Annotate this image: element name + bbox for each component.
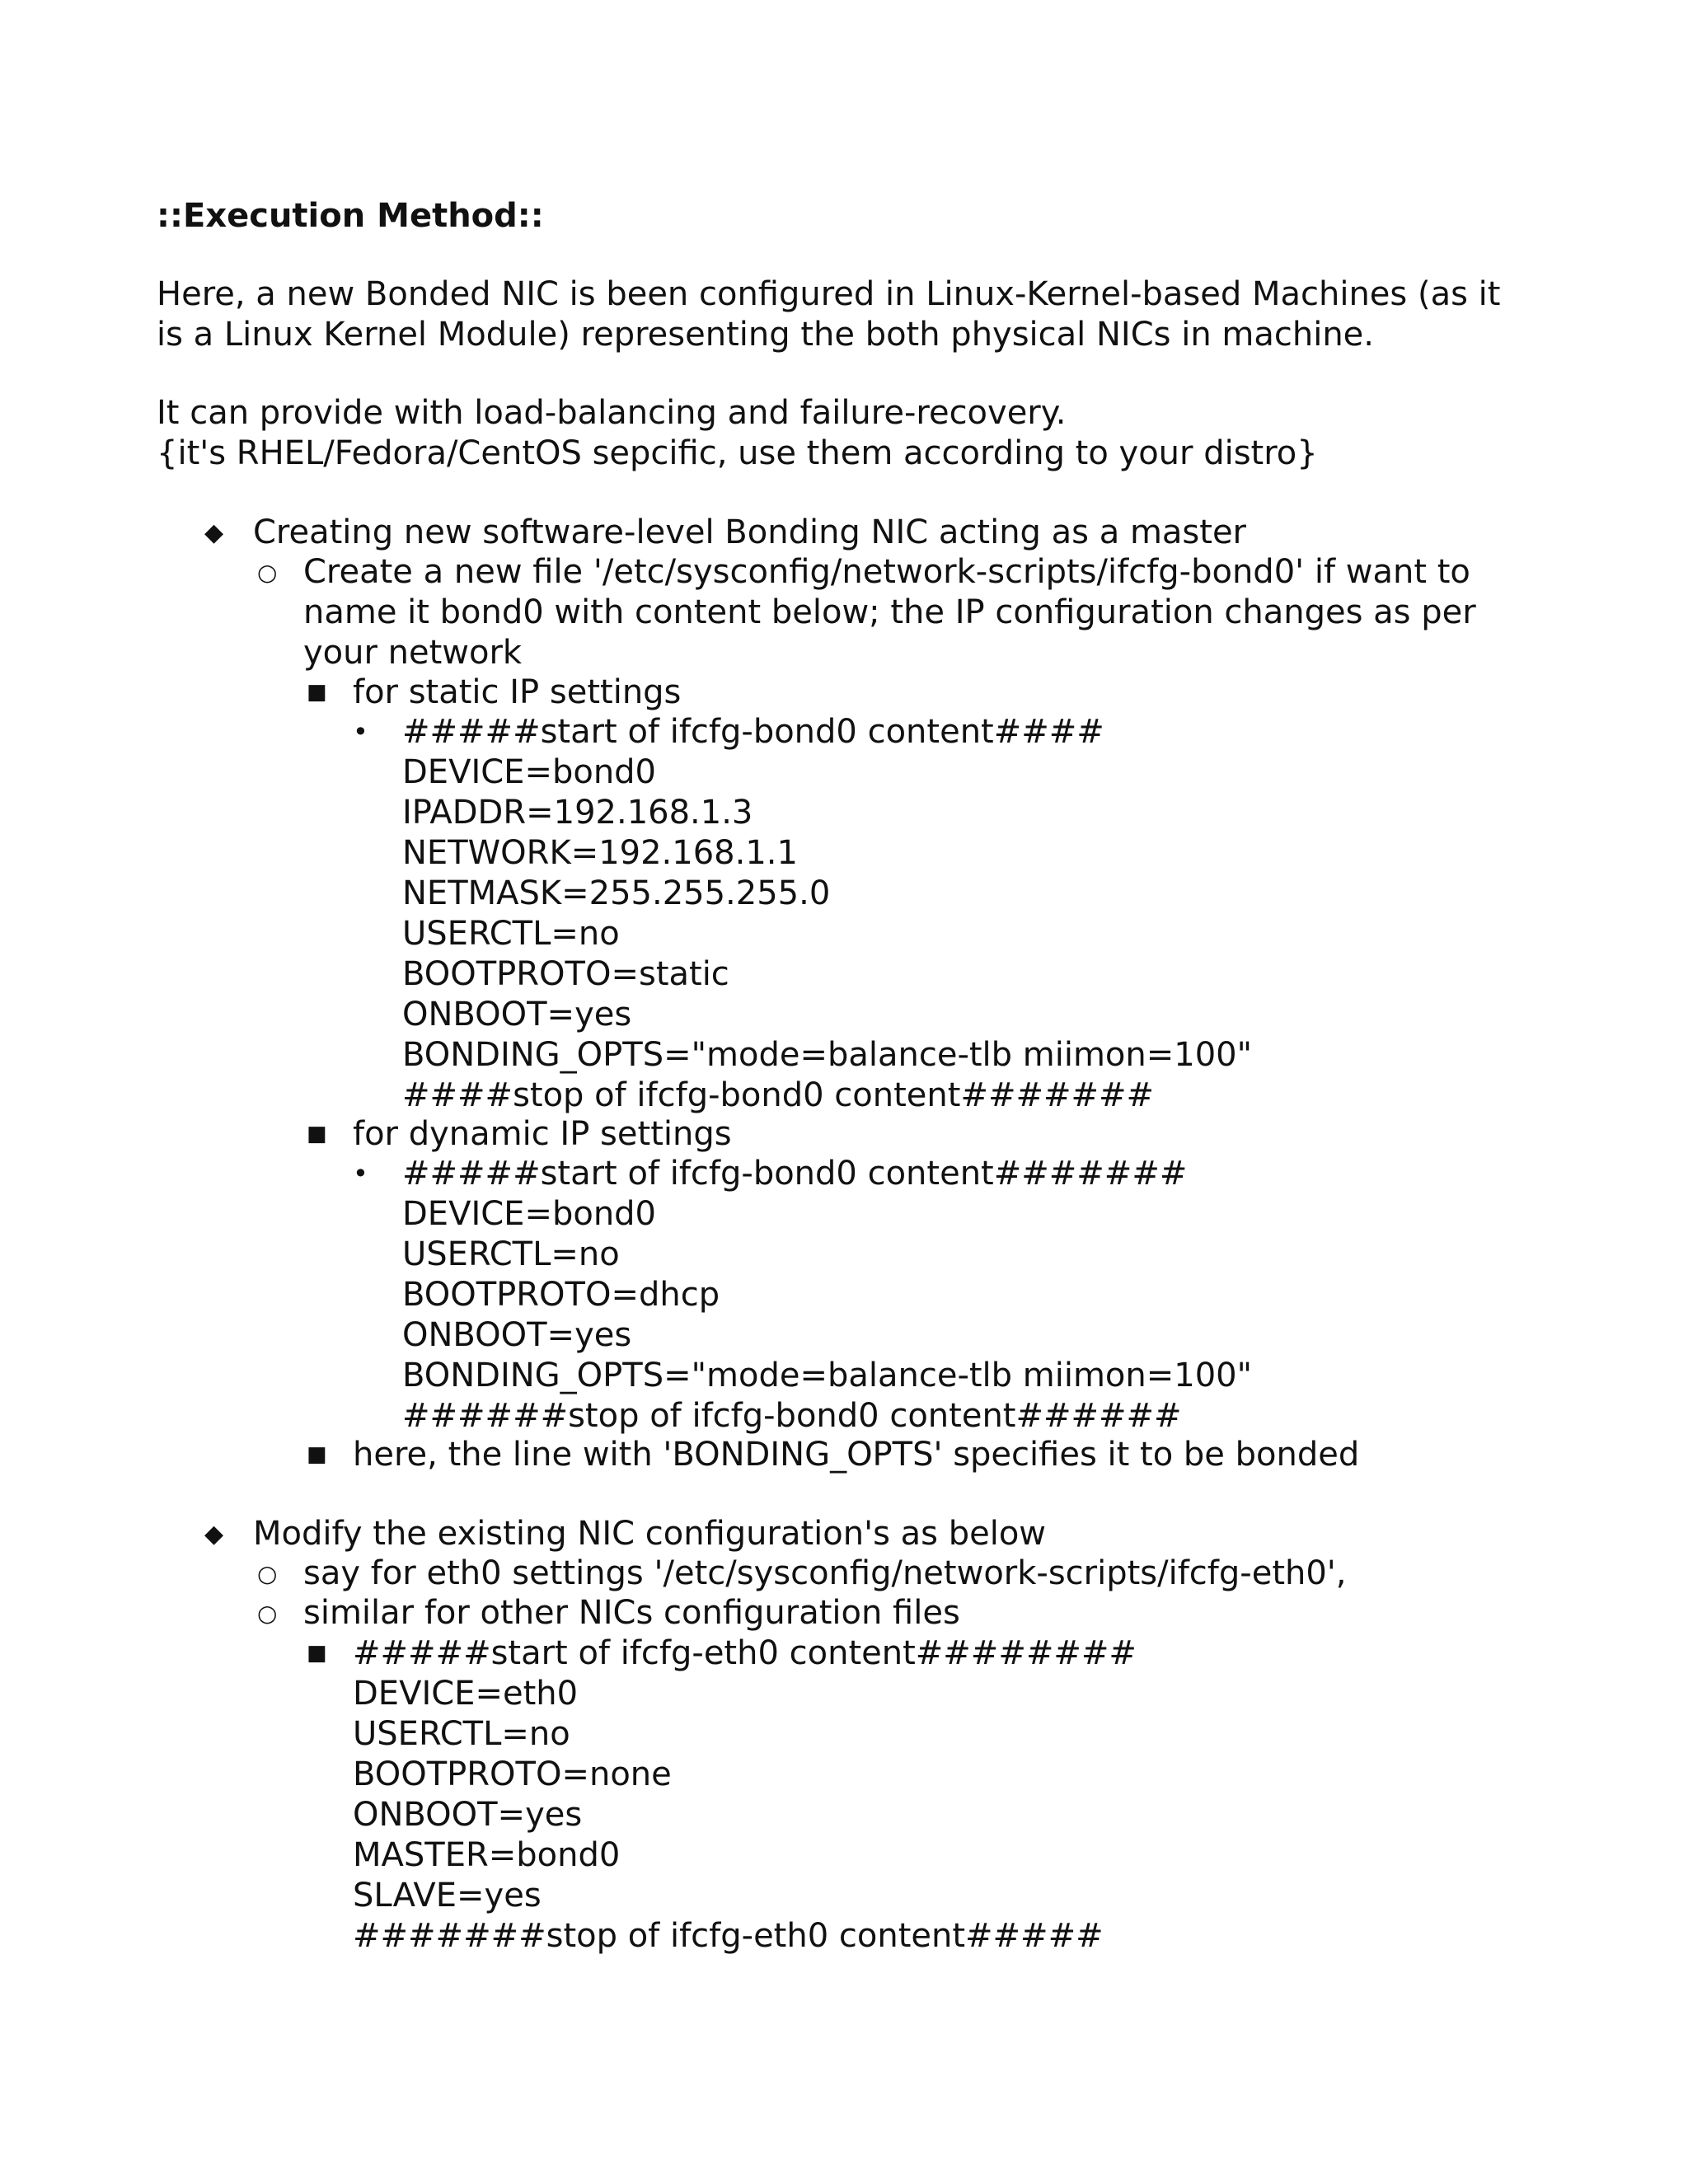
diamond-bullet-icon: ◆ (204, 518, 224, 547)
square-bullet-icon: ■ (307, 1122, 327, 1146)
list-item-line: name it bond0 with content below; the IP configuration changes as per (303, 593, 1476, 631)
note-line: {it's RHEL/Fedora/CentOS sepcific, use them according to your distro} (157, 434, 1318, 472)
config-line: BONDING_OPTS="mode=balance-tlb miimon=100" (402, 1357, 1253, 1394)
config-line: NETWORK=192.168.1.1 (402, 834, 798, 872)
list-item-line: Create a new file '/etc/sysconfig/network-scripts/ifcfg-bond0' if want to (303, 553, 1470, 591)
list-item-line: your network (303, 634, 523, 672)
dot-bullet-icon: • (353, 716, 368, 748)
square-bullet-icon: ■ (307, 1442, 327, 1467)
diamond-bullet-icon: ◆ (204, 1520, 224, 1549)
circle-bullet-icon: ○ (257, 1560, 278, 1587)
note-paragraph (157, 393, 1318, 474)
static-ip-label: for static IP settings (353, 673, 682, 711)
config-line: #####start of ifcfg-eth0 content######## (353, 1634, 1137, 1672)
config-line: ONBOOT=yes (402, 1316, 632, 1354)
intro-paragraph (157, 274, 1500, 355)
list-item: similar for other NICs configuration files (303, 1594, 960, 1632)
config-line: ONBOOT=yes (353, 1796, 583, 1834)
bonding-remark: here, the line with 'BONDING_OPTS' specifies it to be bonded (353, 1436, 1360, 1474)
config-line: DEVICE=bond0 (402, 1195, 657, 1233)
page-title: ::Execution Method:: (157, 197, 544, 235)
dynamic-ip-label: for dynamic IP settings (353, 1115, 732, 1153)
circle-bullet-icon: ○ (257, 559, 278, 586)
config-line: #######stop of ifcfg-eth0 content##### (353, 1917, 1104, 1955)
config-line: SLAVE=yes (353, 1877, 542, 1915)
square-bullet-icon: ■ (307, 1641, 327, 1666)
intro-line: is a Linux Kernel Module) representing the both physical NICs in machine. (157, 316, 1374, 354)
config-line: #####start of ifcfg-bond0 content####### (402, 1155, 1188, 1193)
config-line: ####stop of ifcfg-bond0 content####### (402, 1076, 1155, 1114)
circle-bullet-icon: ○ (257, 1600, 278, 1627)
config-line: BOOTPROTO=none (353, 1755, 672, 1793)
config-line: DEVICE=eth0 (353, 1675, 579, 1713)
list-item (303, 552, 1476, 673)
config-line: DEVICE=bond0 (402, 753, 657, 791)
config-line: USERCTL=no (353, 1715, 570, 1753)
config-line: BONDING_OPTS="mode=balance-tlb miimon=100" (402, 1036, 1253, 1074)
config-line: ONBOOT=yes (402, 996, 632, 1033)
section-title: Creating new software-level Bonding NIC acting as a master (253, 513, 1246, 551)
config-line: USERCTL=no (402, 915, 620, 953)
list-item: say for eth0 settings '/etc/sysconfig/network-scripts/ifcfg-eth0', (303, 1554, 1347, 1592)
dynamic-config-block (402, 1154, 1252, 1436)
square-bullet-icon: ■ (307, 680, 327, 705)
config-line: IPADDR=192.168.1.3 (402, 794, 753, 832)
intro-line: Here, a new Bonded NIC is been configured in Linux-Kernel-based Machines (as it (157, 275, 1501, 313)
config-line: #####start of ifcfg-bond0 content#### (402, 713, 1104, 751)
config-line: BOOTPROTO=static (402, 955, 729, 993)
section-title: Modify the existing NIC configuration's as below (253, 1515, 1047, 1553)
note-line: It can provide with load-balancing and failure-recovery. (157, 394, 1067, 432)
config-line: USERCTL=no (402, 1235, 620, 1273)
dot-bullet-icon: • (353, 1158, 368, 1189)
config-line: BOOTPROTO=dhcp (402, 1276, 720, 1314)
config-line: ######stop of ifcfg-bond0 content###### (402, 1397, 1182, 1435)
static-config-block (402, 712, 1252, 1116)
eth-config-block (353, 1633, 1137, 1957)
config-line: MASTER=bond0 (353, 1836, 621, 1874)
config-line: NETMASK=255.255.255.0 (402, 874, 831, 912)
